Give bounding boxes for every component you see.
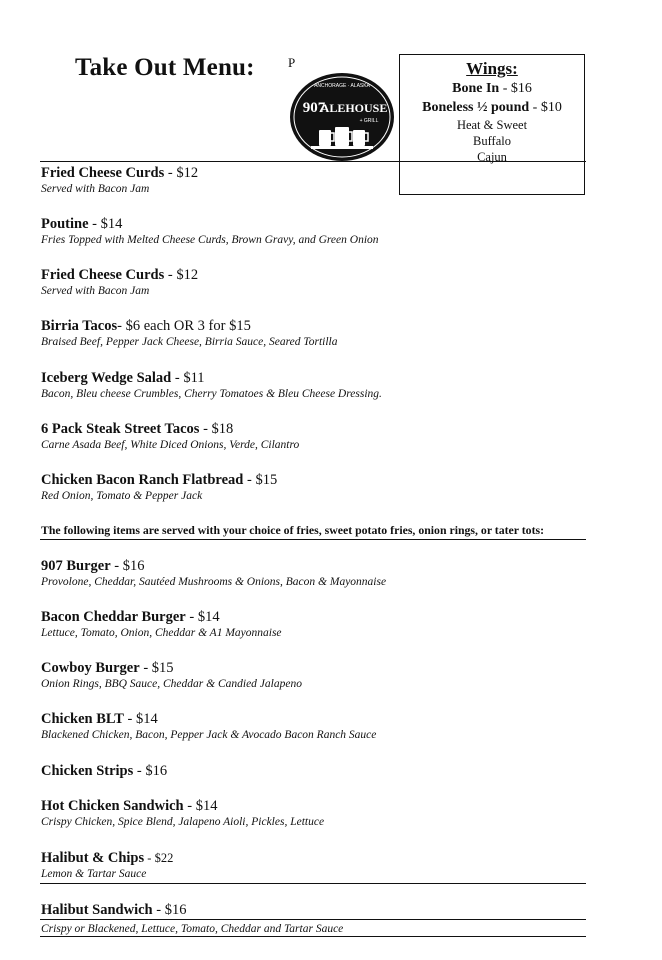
item-name: Birria Tacos bbox=[41, 318, 118, 334]
item-description: Served with Bacon Jam bbox=[41, 285, 150, 297]
stray-mark: P bbox=[288, 55, 296, 70]
item-price: - $14 bbox=[183, 798, 218, 814]
top-divider bbox=[40, 161, 586, 162]
item-name: Halibut Sandwich bbox=[41, 902, 153, 918]
sides-notice: The following items are served with your choice of fries, sweet potato fries, onion rings, or tater tots: bbox=[41, 523, 545, 537]
item-description: Crispy Chicken, Spice Blend, Jalapeno Aioli, Pickles, Lettuce bbox=[41, 816, 325, 828]
menu-item bbox=[41, 558, 601, 590]
item-description: Carne Asada Beef, White Diced Onions, Verde, Cilantro bbox=[41, 439, 300, 451]
item-description: Onion Rings, BBQ Sauce, Cheddar & Candied Jalapeno bbox=[41, 678, 302, 690]
item-price: - $16 bbox=[133, 763, 168, 779]
menu-item bbox=[41, 165, 601, 197]
notice-divider bbox=[40, 539, 586, 540]
halibut-divider bbox=[40, 883, 586, 884]
item-description: Crispy or Blackened, Lettuce, Tomato, Cheddar and Tartar Sauce bbox=[41, 923, 344, 935]
item-name: Halibut & Chips bbox=[41, 850, 145, 866]
wings-boneless-price: - $10 bbox=[532, 100, 562, 115]
menu-title: Take Out Menu: bbox=[75, 54, 255, 81]
item-name: Fried Cheese Curds bbox=[41, 165, 165, 181]
menu-item bbox=[41, 318, 601, 350]
item-price: - $11 bbox=[171, 370, 205, 386]
item-price: - $15 bbox=[139, 660, 174, 676]
bottom-divider bbox=[40, 936, 586, 937]
item-name: Hot Chicken Sandwich bbox=[41, 798, 184, 814]
logo-line1: ALEHOUSE bbox=[320, 101, 388, 115]
item-description: Red Onion, Tomato & Pepper Jack bbox=[41, 490, 203, 502]
wings-bone-in-price: - $16 bbox=[502, 81, 532, 96]
logo-line2: + GRILL bbox=[359, 118, 379, 124]
item-price: - $14 bbox=[88, 216, 123, 232]
item-price: - $16 bbox=[110, 558, 145, 574]
menu-item bbox=[41, 370, 601, 402]
item-description: Blackened Chicken, Bacon, Pepper Jack & Avocado Bacon Ranch Sauce bbox=[41, 729, 377, 741]
item-price: - $6 each OR 3 for $15 bbox=[117, 318, 251, 334]
menu-item bbox=[41, 472, 601, 504]
item-name: Chicken Bacon Ranch Flatbread bbox=[41, 472, 244, 488]
item-price: - $12 bbox=[164, 267, 199, 283]
item-name: Poutine bbox=[41, 216, 89, 232]
wings-flavor: Cajun bbox=[477, 150, 507, 164]
item-price: - $18 bbox=[199, 421, 234, 437]
wings-bone-in-label: Bone In bbox=[452, 81, 500, 96]
menu-item bbox=[41, 421, 601, 453]
item-description: Lettuce, Tomato, Onion, Cheddar & A1 Mayonnaise bbox=[41, 627, 282, 639]
item-description: Bacon, Bleu cheese Crumbles, Cherry Tomatoes & Bleu Cheese Dressing. bbox=[41, 388, 382, 400]
menu-item bbox=[41, 711, 601, 743]
item-price: - $16 bbox=[152, 902, 187, 918]
item-price: - $22 bbox=[144, 851, 174, 865]
sandwich-divider bbox=[40, 919, 586, 920]
wings-flavor: Heat & Sweet bbox=[456, 118, 528, 132]
item-description: Served with Bacon Jam bbox=[41, 183, 150, 195]
item-description: Braised Beef, Pepper Jack Cheese, Birria Sauce, Seared Tortilla bbox=[41, 336, 338, 348]
item-name: Iceberg Wedge Salad bbox=[41, 370, 172, 386]
item-price: - $12 bbox=[164, 165, 199, 181]
item-price: - $14 bbox=[185, 609, 220, 625]
wings-flavor: Buffalo bbox=[473, 134, 511, 148]
item-name: Bacon Cheddar Burger bbox=[41, 609, 186, 625]
menu-item bbox=[41, 660, 601, 692]
item-name: 6 Pack Steak Street Tacos bbox=[41, 421, 200, 437]
menu-item bbox=[41, 609, 601, 641]
item-price: - $15 bbox=[243, 472, 278, 488]
menu-item bbox=[41, 850, 601, 882]
item-name: Chicken Strips bbox=[41, 763, 134, 779]
mugs-icon bbox=[311, 127, 373, 149]
wings-title: Wings: bbox=[466, 59, 518, 78]
alehouse-logo bbox=[289, 72, 395, 162]
item-description: Fries Topped with Melted Cheese Curds, Brown Gravy, and Green Onion bbox=[41, 234, 379, 246]
item-name: 907 Burger bbox=[41, 558, 111, 574]
item-price: - $14 bbox=[123, 711, 158, 727]
menu-item bbox=[41, 798, 601, 830]
menu-item bbox=[41, 216, 601, 248]
item-name: Fried Cheese Curds bbox=[41, 267, 165, 283]
item-description: Provolone, Cheddar, Sautéed Mushrooms & Onions, Bacon & Mayonnaise bbox=[41, 576, 387, 588]
menu-item bbox=[41, 267, 601, 299]
item-name: Chicken BLT bbox=[41, 711, 124, 727]
logo-arc-text: ANCHORAGE · ALASKA bbox=[314, 83, 370, 89]
item-description: Lemon & Tartar Sauce bbox=[41, 868, 147, 880]
wings-boneless bbox=[400, 98, 584, 117]
logo-number: 907 bbox=[302, 100, 326, 116]
wings-boneless-label: Boneless ½ pound bbox=[422, 100, 530, 115]
item-name: Cowboy Burger bbox=[41, 660, 140, 676]
menu-item bbox=[41, 763, 601, 780]
wings-bone-in bbox=[400, 79, 584, 98]
